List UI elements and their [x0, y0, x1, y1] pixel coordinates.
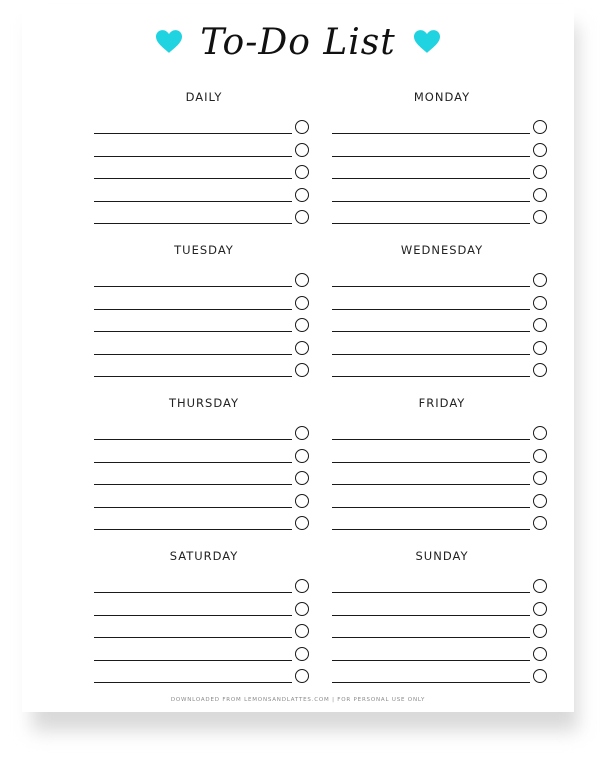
checkbox-circle-icon[interactable] — [295, 516, 309, 530]
task-line[interactable] — [94, 178, 292, 179]
checkbox-circle-icon[interactable] — [533, 273, 547, 287]
task-line[interactable] — [94, 156, 292, 157]
checkbox-circle-icon[interactable] — [295, 318, 309, 332]
checkbox-circle-icon[interactable] — [295, 602, 309, 616]
task-line[interactable] — [94, 133, 292, 134]
checkbox-circle-icon[interactable] — [295, 647, 309, 661]
checkbox-circle-icon[interactable] — [533, 669, 547, 683]
task-line[interactable] — [332, 309, 530, 310]
task-line[interactable] — [94, 223, 292, 224]
planner-page — [22, 4, 574, 712]
task-line[interactable] — [94, 660, 292, 661]
checkbox-circle-icon[interactable] — [533, 449, 547, 463]
task-line[interactable] — [332, 331, 530, 332]
checkbox-circle-icon[interactable] — [295, 341, 309, 355]
checkbox-circle-icon[interactable] — [533, 143, 547, 157]
checkbox-circle-icon[interactable] — [295, 296, 309, 310]
checkbox-circle-icon[interactable] — [295, 579, 309, 593]
checkbox-circle-icon[interactable] — [533, 471, 547, 485]
task-line[interactable] — [94, 201, 292, 202]
checkbox-circle-icon[interactable] — [295, 426, 309, 440]
checkbox-circle-icon[interactable] — [533, 426, 547, 440]
task-line[interactable] — [94, 309, 292, 310]
title-bar — [22, 14, 574, 70]
task-line[interactable] — [332, 660, 530, 661]
section-title: TUESDAY — [174, 243, 234, 257]
task-line[interactable] — [94, 462, 292, 463]
section-title: MONDAY — [413, 90, 471, 104]
checkbox-circle-icon[interactable] — [295, 471, 309, 485]
heart-icon — [156, 30, 182, 54]
checkbox-circle-icon[interactable] — [533, 296, 547, 310]
checkbox-circle-icon[interactable] — [295, 188, 309, 202]
task-line[interactable] — [94, 484, 292, 485]
checkbox-circle-icon[interactable] — [533, 516, 547, 530]
heart-icon — [414, 30, 440, 54]
checkbox-circle-icon[interactable] — [533, 602, 547, 616]
checkbox-circle-icon[interactable] — [295, 363, 309, 377]
task-line[interactable] — [332, 439, 530, 440]
checkbox-circle-icon[interactable] — [295, 624, 309, 638]
checkbox-circle-icon[interactable] — [295, 494, 309, 508]
task-line[interactable] — [94, 507, 292, 508]
task-line[interactable] — [94, 637, 292, 638]
task-line[interactable] — [332, 178, 530, 179]
task-line[interactable] — [332, 462, 530, 463]
task-line[interactable] — [94, 592, 292, 593]
checkbox-circle-icon[interactable] — [533, 165, 547, 179]
task-line[interactable] — [94, 682, 292, 683]
task-line[interactable] — [94, 615, 292, 616]
page-title: To-Do List — [200, 21, 396, 63]
checkbox-circle-icon[interactable] — [295, 165, 309, 179]
task-line[interactable] — [332, 484, 530, 485]
checkbox-circle-icon[interactable] — [295, 669, 309, 683]
checkbox-circle-icon[interactable] — [295, 143, 309, 157]
section-title: WEDNESDAY — [400, 243, 484, 257]
checkbox-circle-icon[interactable] — [533, 647, 547, 661]
checkbox-circle-icon[interactable] — [295, 210, 309, 224]
task-line[interactable] — [94, 286, 292, 287]
task-line[interactable] — [332, 615, 530, 616]
task-line[interactable] — [332, 376, 530, 377]
task-line[interactable] — [332, 529, 530, 530]
task-line[interactable] — [94, 331, 292, 332]
checkbox-circle-icon[interactable] — [533, 188, 547, 202]
task-line[interactable] — [332, 223, 530, 224]
footer-note: DOWNLOADED FROM LEMONSANDLATTES.COM | FOR PERSONAL USE ONLY — [170, 697, 426, 703]
section-title: DAILY — [185, 90, 223, 104]
checkbox-circle-icon[interactable] — [295, 449, 309, 463]
task-line[interactable] — [332, 156, 530, 157]
task-line[interactable] — [332, 133, 530, 134]
checkbox-circle-icon[interactable] — [533, 318, 547, 332]
checkbox-circle-icon[interactable] — [295, 273, 309, 287]
section-title: SUNDAY — [415, 549, 469, 563]
task-line[interactable] — [94, 376, 292, 377]
task-line[interactable] — [94, 439, 292, 440]
checkbox-circle-icon[interactable] — [533, 624, 547, 638]
task-line[interactable] — [332, 201, 530, 202]
checkbox-circle-icon[interactable] — [533, 363, 547, 377]
checkbox-circle-icon[interactable] — [533, 579, 547, 593]
task-line[interactable] — [332, 354, 530, 355]
task-line[interactable] — [94, 354, 292, 355]
checkbox-circle-icon[interactable] — [533, 210, 547, 224]
task-line[interactable] — [332, 592, 530, 593]
checkbox-circle-icon[interactable] — [533, 494, 547, 508]
task-line[interactable] — [332, 682, 530, 683]
task-line[interactable] — [332, 286, 530, 287]
section-title: SATURDAY — [169, 549, 239, 563]
task-line[interactable] — [94, 529, 292, 530]
task-line[interactable] — [332, 507, 530, 508]
section-title: FRIDAY — [418, 396, 466, 410]
section-title: THURSDAY — [168, 396, 240, 410]
task-line[interactable] — [332, 637, 530, 638]
checkbox-circle-icon[interactable] — [533, 341, 547, 355]
checkbox-circle-icon[interactable] — [533, 120, 547, 134]
checkbox-circle-icon[interactable] — [295, 120, 309, 134]
